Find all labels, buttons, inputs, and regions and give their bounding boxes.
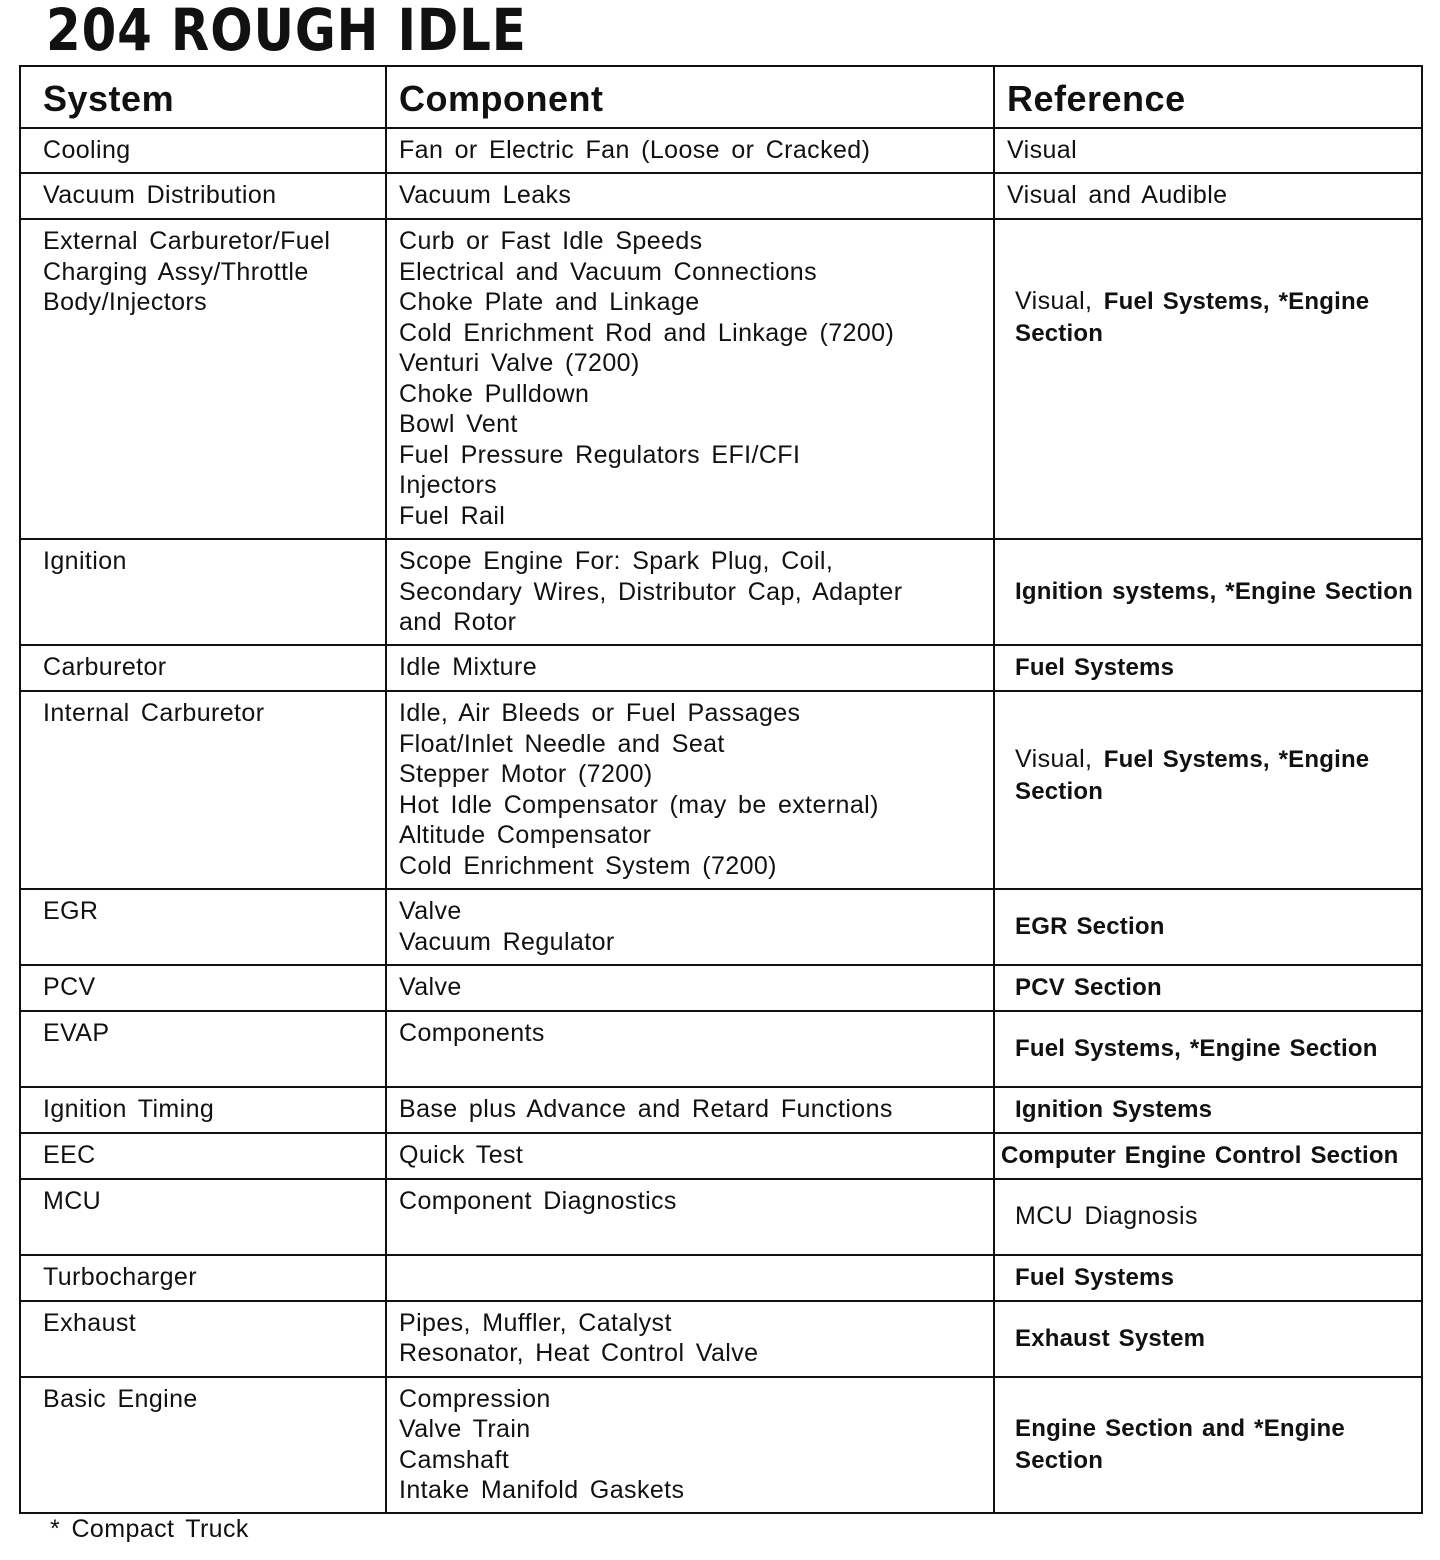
component-item: Valve Train xyxy=(399,1415,531,1443)
component-cell xyxy=(386,889,994,965)
table-row xyxy=(20,1133,1422,1179)
reference-text: PCV Section xyxy=(1015,974,1162,1001)
reference-cell xyxy=(994,1179,1422,1255)
component-item: Scope Engine For: Spark Plug, Coil, xyxy=(399,547,834,575)
component-item: Choke Plate and Linkage xyxy=(399,288,700,316)
reference-text: Computer Engine Control Section xyxy=(1001,1141,1399,1169)
column-header-system: System xyxy=(20,66,386,128)
system-cell xyxy=(20,128,386,173)
system-text: Cooling xyxy=(43,136,131,164)
system-cell xyxy=(20,539,386,645)
header-row xyxy=(20,66,1422,128)
table-row xyxy=(20,691,1422,889)
diagnosis-table xyxy=(19,65,1423,1514)
system-text: EVAP xyxy=(43,1018,110,1047)
table-row xyxy=(20,889,1422,965)
component-item: Float/Inlet Needle and Seat xyxy=(399,729,725,758)
component-cell xyxy=(386,645,994,691)
component-item: Fan or Electric Fan (Loose or Cracked) xyxy=(399,136,871,164)
system-text: Exhaust xyxy=(43,1308,137,1337)
system-text: EEC xyxy=(43,1140,96,1169)
system-cell xyxy=(20,1377,386,1513)
reference-text: Visual and Audible xyxy=(1007,181,1228,209)
reference-cell xyxy=(994,965,1422,1011)
component-cell xyxy=(386,1133,994,1179)
reference-text: Ignition systems, *Engine Section xyxy=(1015,578,1414,606)
table-row xyxy=(20,1179,1422,1255)
reference-text: Fuel Systems, *Engine Section xyxy=(1015,1034,1378,1062)
component-item: Valve xyxy=(399,897,462,925)
component-item: Stepper Motor (7200) xyxy=(399,760,653,788)
table-row xyxy=(20,965,1422,1011)
reference-text: Fuel Systems xyxy=(1015,1263,1175,1291)
component-item: Component Diagnostics xyxy=(399,1186,677,1215)
system-text: Vacuum Distribution xyxy=(43,181,277,209)
component-item: Injectors xyxy=(399,471,498,499)
reference-text: EGR Section xyxy=(1015,913,1165,941)
component-cell xyxy=(386,1011,994,1087)
system-cell xyxy=(20,1087,386,1133)
system-text: MCU xyxy=(43,1186,102,1215)
component-item: Idle Mixture xyxy=(399,653,538,681)
reference-cell xyxy=(994,539,1422,645)
reference-text: Visual, xyxy=(1015,745,1104,773)
reference-cell xyxy=(994,889,1422,965)
system-cell xyxy=(20,965,386,1011)
component-item: Electrical and Vacuum Connections xyxy=(399,257,817,286)
component-item: Compression xyxy=(399,1384,551,1413)
system-text: Body/Injectors xyxy=(43,288,208,316)
reference-cell xyxy=(994,645,1422,691)
system-text: Internal Carburetor xyxy=(43,699,265,727)
system-text: EGR xyxy=(43,897,99,925)
table-row xyxy=(20,219,1422,539)
reference-text: MCU Diagnosis xyxy=(1015,1202,1198,1231)
reference-cell xyxy=(994,128,1422,173)
page-title: 204 ROUGH IDLE xyxy=(46,0,527,64)
reference-cell xyxy=(994,1011,1422,1087)
component-cell xyxy=(386,1301,994,1377)
component-item: Base plus Advance and Retard Functions xyxy=(399,1094,893,1123)
table-row xyxy=(20,1377,1422,1513)
system-cell xyxy=(20,1179,386,1255)
reference-cell xyxy=(994,691,1422,889)
system-cell xyxy=(20,219,386,539)
component-cell xyxy=(386,965,994,1011)
system-text: PCV xyxy=(43,973,96,1001)
table-row xyxy=(20,128,1422,173)
reference-cell xyxy=(994,219,1422,539)
component-item: Cold Enrichment Rod and Linkage (7200) xyxy=(399,318,895,347)
component-cell xyxy=(386,1377,994,1513)
reference-text: Fuel Systems, *Engine Section xyxy=(1015,288,1370,347)
component-item: Bowl Vent xyxy=(399,410,518,438)
column-header-component: Component xyxy=(386,66,994,128)
system-text: Carburetor xyxy=(43,653,167,681)
reference-cell xyxy=(994,173,1422,219)
system-cell xyxy=(20,645,386,691)
component-item: Secondary Wires, Distributor Cap, Adapter xyxy=(399,577,903,606)
system-text: Basic Engine xyxy=(43,1384,198,1413)
table-row xyxy=(20,173,1422,219)
component-cell xyxy=(386,219,994,539)
reference-text: Ignition Systems xyxy=(1015,1095,1213,1123)
component-item: Camshaft xyxy=(399,1445,510,1474)
system-text: Ignition xyxy=(43,547,127,575)
reference-text: Fuel Systems xyxy=(1015,654,1175,682)
component-item: Vacuum Regulator xyxy=(399,927,615,956)
reference-cell xyxy=(994,1087,1422,1133)
component-item: Idle, Air Bleeds or Fuel Passages xyxy=(399,699,801,727)
footnote: * Compact Truck xyxy=(50,1515,249,1543)
table-row xyxy=(20,539,1422,645)
system-cell xyxy=(20,1133,386,1179)
table-row xyxy=(20,1011,1422,1087)
component-item: Curb or Fast Idle Speeds xyxy=(399,227,703,255)
system-cell xyxy=(20,173,386,219)
component-item: Resonator, Heat Control Valve xyxy=(399,1339,759,1367)
component-item: Intake Manifold Gaskets xyxy=(399,1476,685,1504)
component-item: Hot Idle Compensator (may be external) xyxy=(399,790,879,819)
reference-text: Fuel Systems, *Engine Section xyxy=(1015,746,1370,805)
system-text: Charging Assy/Throttle xyxy=(43,257,309,286)
system-text: Turbocharger xyxy=(43,1262,197,1291)
reference-text: Engine Section and *Engine Section xyxy=(1015,1415,1345,1474)
reference-text: Visual xyxy=(1007,136,1078,164)
component-cell xyxy=(386,173,994,219)
component-cell xyxy=(386,1087,994,1133)
system-text: External Carburetor/Fuel xyxy=(43,227,331,255)
component-item: Quick Test xyxy=(399,1140,524,1169)
reference-cell xyxy=(994,1301,1422,1377)
table-body xyxy=(20,128,1422,1513)
component-item: Pipes, Muffler, Catalyst xyxy=(399,1308,672,1337)
system-cell xyxy=(20,691,386,889)
component-item: Components xyxy=(399,1018,545,1047)
component-item: Vacuum Leaks xyxy=(399,181,572,209)
reference-cell xyxy=(994,1133,1422,1179)
component-item: Venturi Valve (7200) xyxy=(399,349,640,377)
table-row xyxy=(20,1087,1422,1133)
component-item: Valve xyxy=(399,973,462,1001)
table-row xyxy=(20,645,1422,691)
system-cell xyxy=(20,1011,386,1087)
system-text: Ignition Timing xyxy=(43,1094,215,1123)
column-header-reference: Reference xyxy=(994,66,1422,128)
reference-text: Exhaust System xyxy=(1015,1324,1206,1352)
component-item: Fuel Rail xyxy=(399,501,506,530)
component-cell xyxy=(386,128,994,173)
component-cell xyxy=(386,1255,994,1301)
component-item: Cold Enrichment System (7200) xyxy=(399,851,777,880)
reference-cell xyxy=(994,1377,1422,1513)
system-cell xyxy=(20,1255,386,1301)
component-cell xyxy=(386,539,994,645)
component-item: Fuel Pressure Regulators EFI/CFI xyxy=(399,440,801,469)
component-cell xyxy=(386,1179,994,1255)
component-item: Choke Pulldown xyxy=(399,379,590,408)
reference-cell xyxy=(994,1255,1422,1301)
system-cell xyxy=(20,889,386,965)
component-item: and Rotor xyxy=(399,608,517,636)
table-row xyxy=(20,1255,1422,1301)
component-item: Altitude Compensator xyxy=(399,821,652,849)
reference-text: Visual, xyxy=(1015,287,1104,315)
system-cell xyxy=(20,1301,386,1377)
component-cell xyxy=(386,691,994,889)
table-row xyxy=(20,1301,1422,1377)
